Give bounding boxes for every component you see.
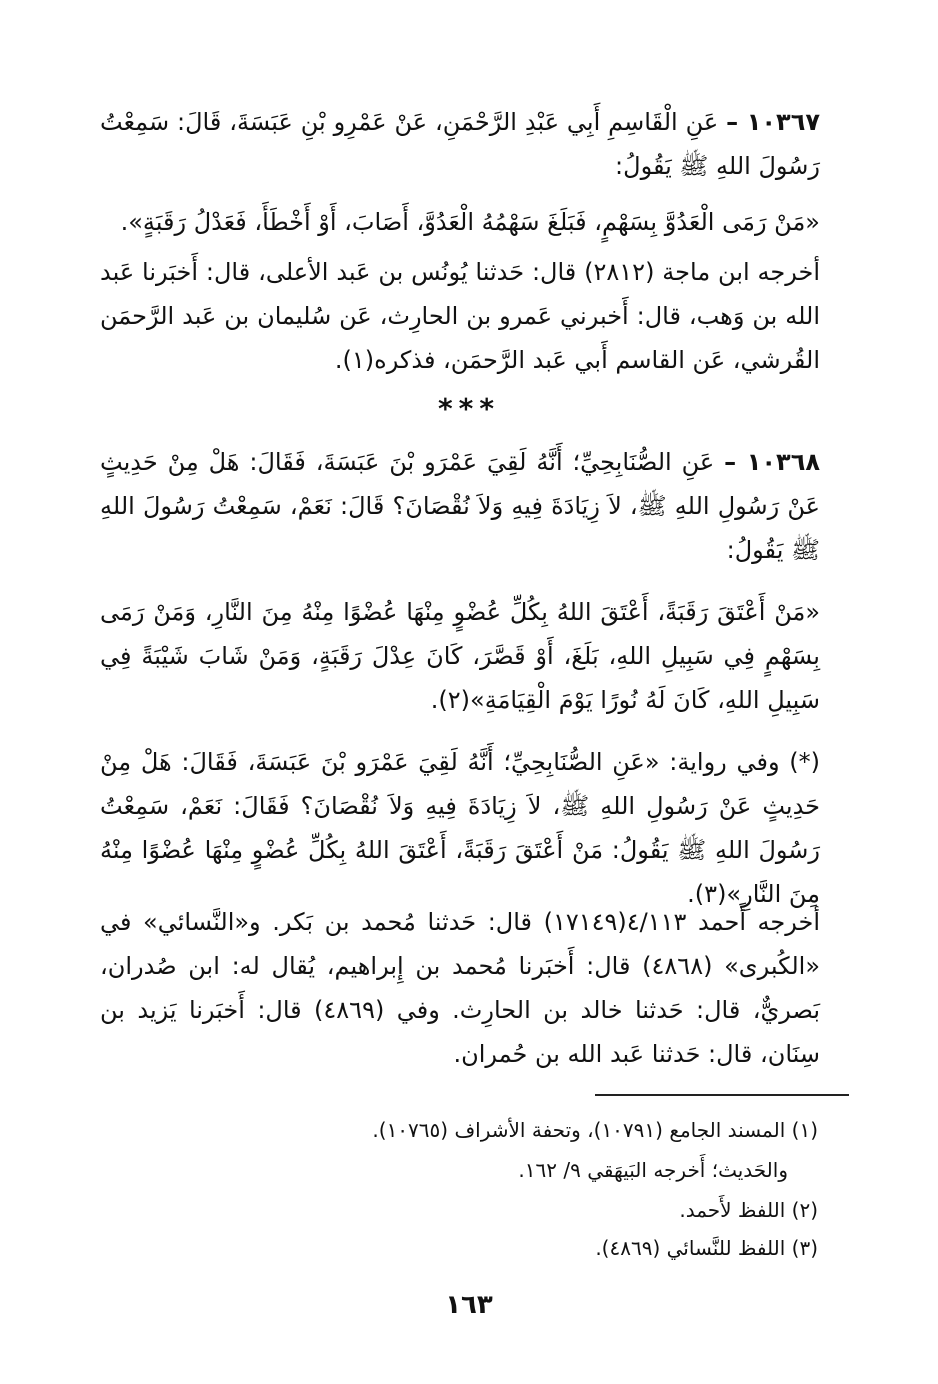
hadith-10368-isnad (100, 440, 820, 572)
hadith-number: ١٠٣٦٧ – (726, 108, 820, 136)
footnote-2: (٢) اللفظ لأَحمد. (679, 1198, 818, 1222)
page-number: ١٦٣ (445, 1290, 493, 1320)
footnote-1-continued: والحَديث؛ أَخرجه البَيهَقي ٩/ ١٦٢. (518, 1158, 788, 1182)
hadith-number: ١٠٣٦٨ – (724, 448, 820, 476)
hadith-10368-riwaya: (*) وفي رواية: «عَنِ الصُّنَابِحِيِّ؛ أَنَّهُ لَقِيَ عَمْرَو بْنَ عَبَسَةَ، فَقَالَ: هَلْ مِنْ حَدِيثٍ عَنْ رَسُولِ اللهِ ﷺ، لاَ زِيَادَةَ فِيهِ وَلاَ نُقْصَانَ؟ فَقَالَ: نَعَمْ، سَمِعْتُ رَسُولَ اللهِ ﷺ يَقُولُ: مَنْ أَعْتَقَ رَقَبَةً، أَعْتَقَ اللهُ بِكُلِّ عُضْوٍ مِنْهَا عُضْوًا مِنْهُ مِنَ النَّارِ»(٣). (100, 748, 820, 908)
isnad-text: عَنِ الْقَاسِمِ أَبِي عَبْدِ الرَّحْمَنِ، عَنْ عَمْرِو بْنِ عَبَسَةَ، قَالَ: سَمِعْتُ رَسُولَ اللهِ ﷺ يَقُولُ: (100, 108, 820, 180)
isnad-text: عَنِ الصُّنَابِحِيِّ؛ أَنَّهُ لَقِيَ عَمْرَو بْنَ عَبَسَةَ، فَقَالَ: هَلْ مِنْ حَدِيثٍ عَنْ رَسُولِ اللهِ ﷺ، لاَ زِيَادَةَ فِيهِ وَلاَ نُقْصَانَ؟ قَالَ: نَعَمْ، سَمِعْتُ رَسُولَ اللهِ ﷺ يَقُولُ: (100, 448, 820, 564)
footnote-rule (595, 1094, 849, 1096)
hadith-10367-takhrij: أخرجه ابن ماجة (٢٨١٢) قال: حَدثنا يُونُس بن عَبد الأعلى، قال: أَخبَرنا عَبد الله بن وَهب، قال: أَخبرني عَمرو بن الحارِث، عَن سُليمان بن عَبد الرَّحمَن القُرشي، عَن القاسم أَبي عَبد الرَّحمَن، فذكره(١). (100, 258, 820, 374)
footnote-1: (١) المسند الجامع (١٠٧٩١)، وتحفة الأشراف (١٠٧٦٥). (372, 1118, 818, 1142)
hadith-10368-matn: «مَنْ أَعْتَقَ رَقَبَةً، أَعْتَقَ اللهُ بِكُلِّ عُضْوٍ مِنْهَا عُضْوًا مِنْهُ مِنَ النَّارِ، وَمَنْ رَمَى بِسَهْمٍ فِي سَبِيلِ اللهِ، بَلَغَ، أَوْ قَصَّرَ، كَانَ عِدْلَ رَقَبَةٍ، وَمَنْ شَابَ شَيْبَةً فِي سَبِيلِ اللهِ، كَانَ لَهُ نُورًا يَوْمَ الْقِيَامَةِ»(٢). (100, 598, 820, 714)
hadith-10368-takhrij: أخرجه أَحمد ٤/١١٣(١٧١٤٩) قال: حَدثنا مُحمد بن بَكر. و«النَّسائي» في «الكُبرى» (٤٨٦٨) قال: أَخبَرنا مُحمد بن إِبراهيم، يُقال له: ابن صُدران، بَصريٌّ، قال: حَدثنا خالد بن الحارِث. وفي (٤٨٦٩) قال: أَخبَرنا يَزيد بن سِنَان، قال: حَدثنا عَبد الله بن حُمران. (100, 908, 820, 1068)
hadith-10367-isnad (100, 100, 820, 188)
section-separator: *** (438, 392, 500, 425)
footnote-3: (٣) اللفظ للنَّسائي (٤٨٦٩). (595, 1236, 818, 1260)
hadith-10367-matn: «مَنْ رَمَى الْعَدُوَّ بِسَهْمٍ، فَبَلَغَ سَهْمُهُ الْعَدُوَّ، أَصَابَ، أَوْ أَخْطَأَ، فَعَدْلُ رَقَبَةٍ». (120, 208, 820, 236)
